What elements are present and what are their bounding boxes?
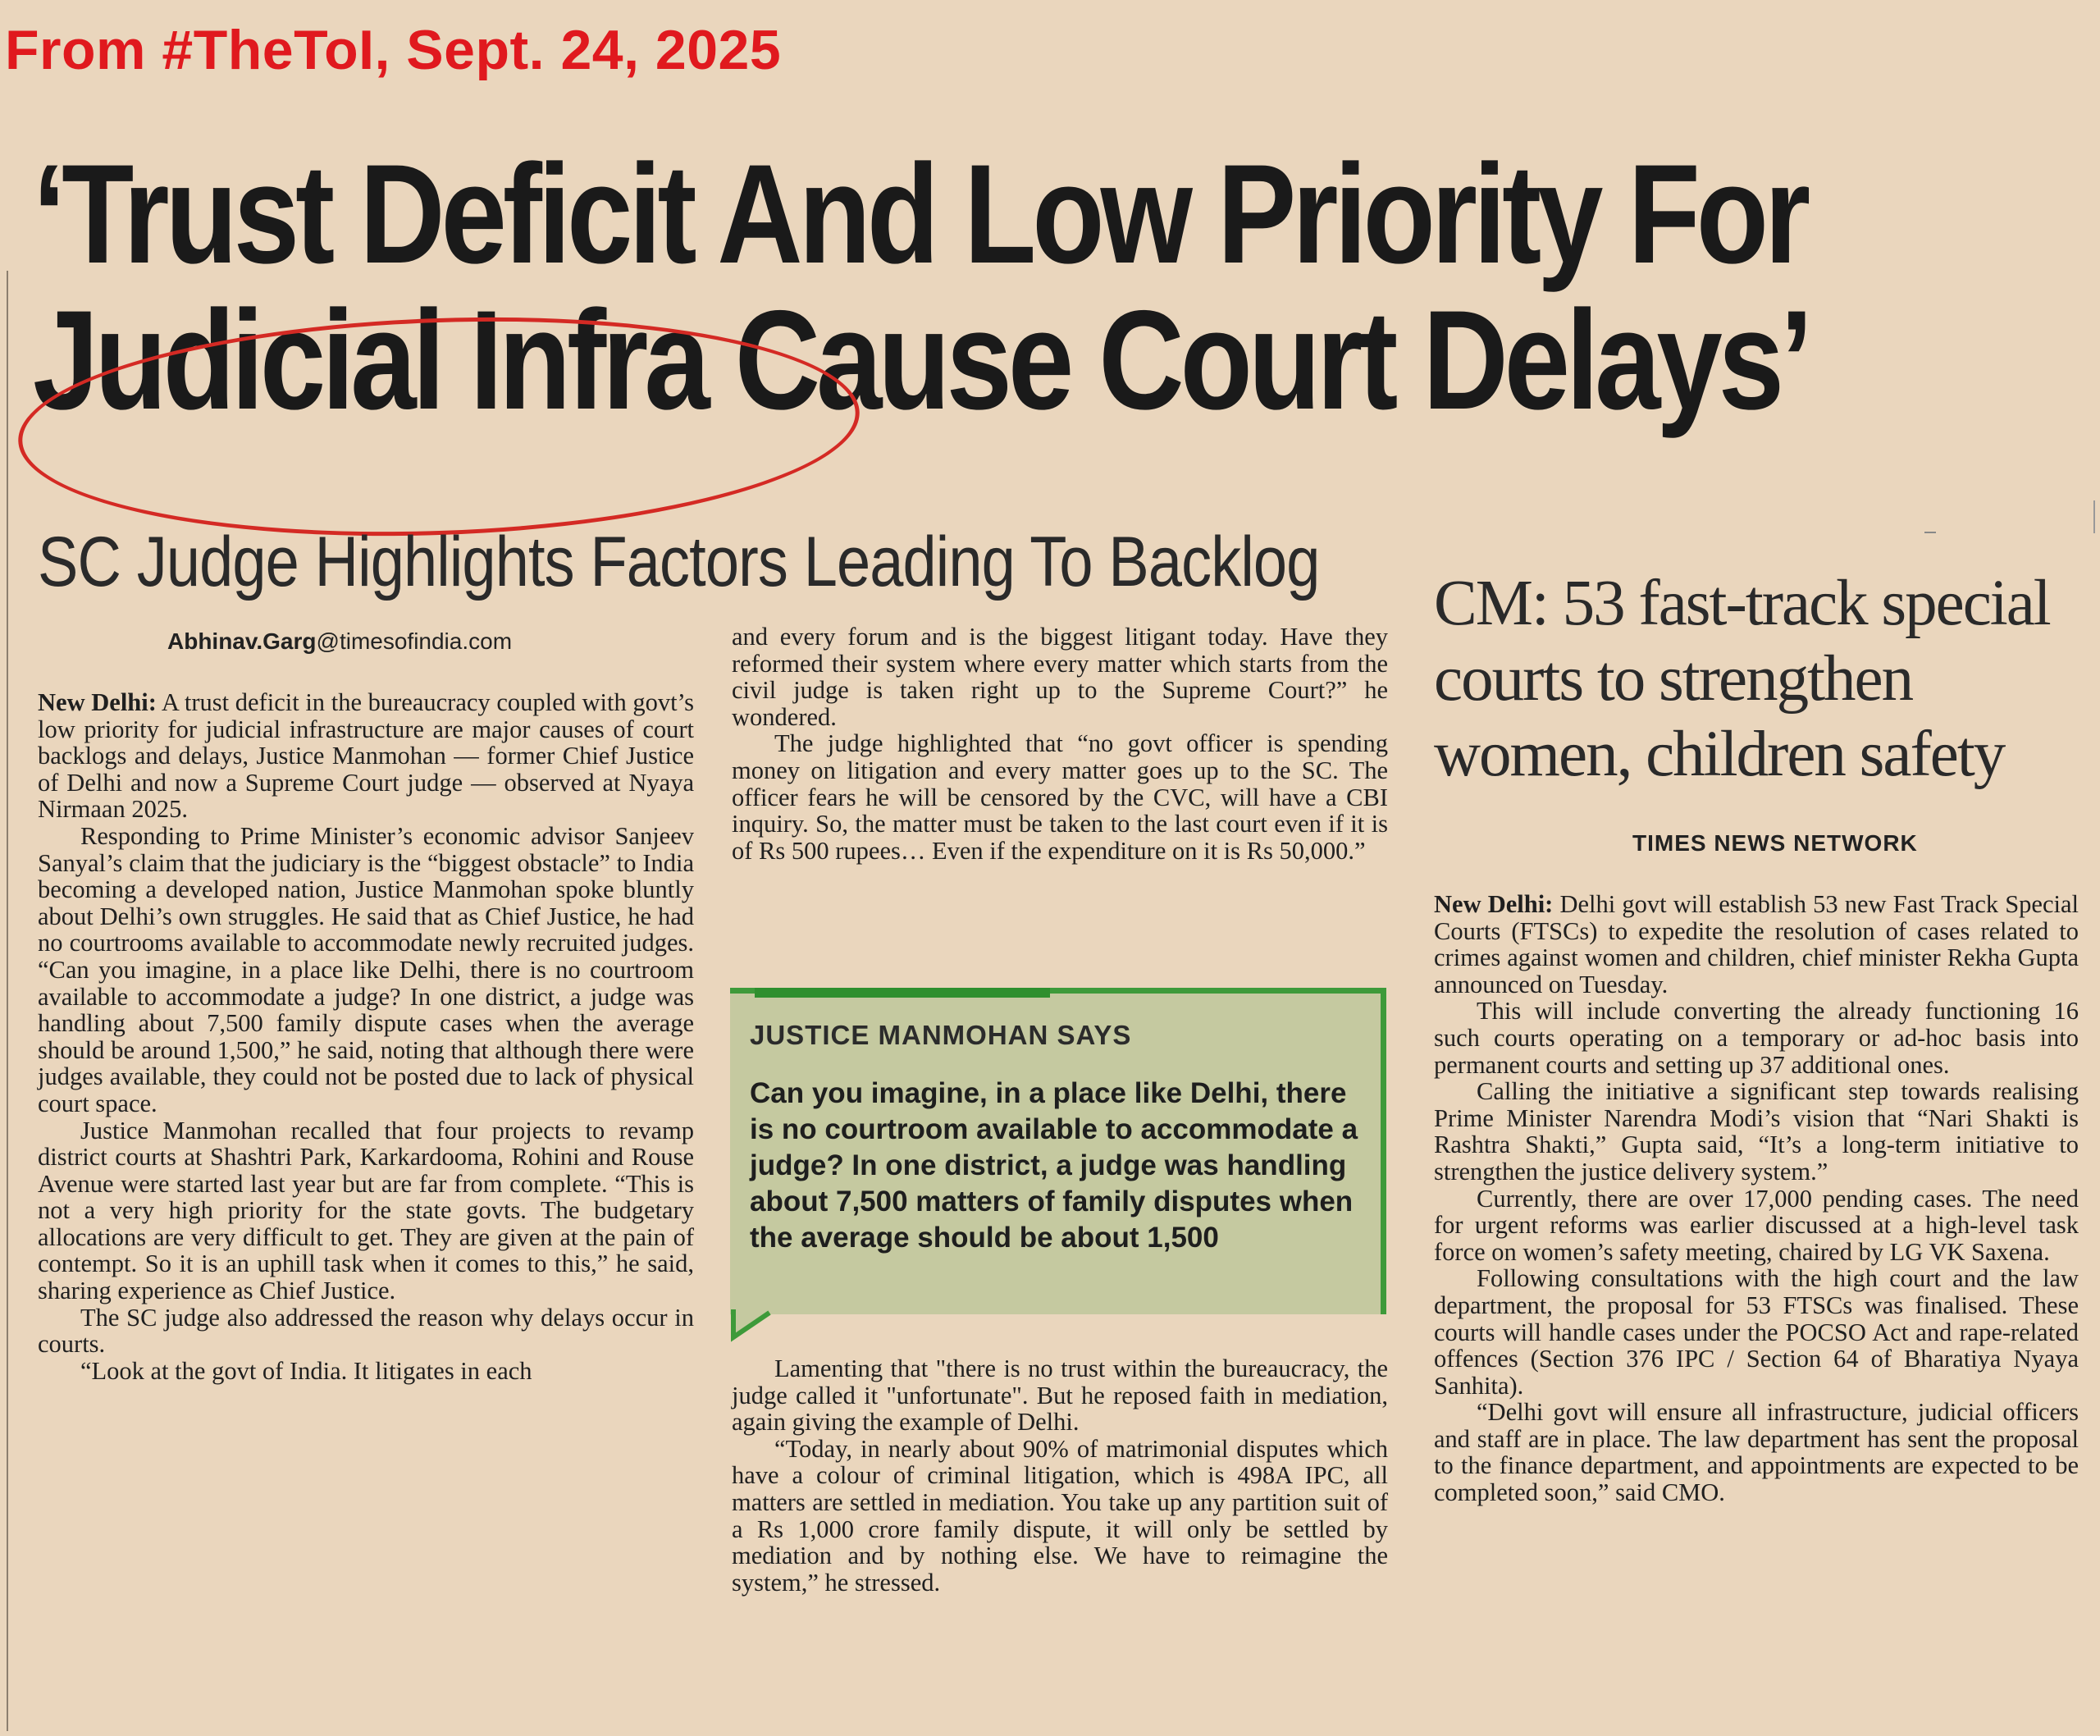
byline-name: Abhinav.Garg: [167, 628, 317, 654]
paragraph: The judge highlighted that “no govt officer is spending money on litigation and every matter goes up to the SC. The officer fears he will be censored by the CVC, will have a CBI inquiry. So, the matter must be taken to the last court even if it is of Rs 500 rupees… Even if the expenditure on it is Rs 50,000.”: [732, 729, 1388, 865]
speech-bubble-tail-icon: [728, 1309, 778, 1342]
column-mark: [2093, 500, 2095, 533]
main-story-column-2-bottom: [732, 1355, 1388, 1596]
pull-quote-box: [730, 988, 1386, 1314]
paragraph: Currently, there are over 17,000 pending cases. The need for urgent reforms was earlier discussed at a high-level task force on women’s safety meeting, chaired by LG VK Saxena.: [1434, 1184, 2079, 1266]
byline: [167, 628, 512, 655]
paragraph: Calling the initiative a significant step towards realising Prime Minister Narendra Modi’s vision that “Nari Shakti is Rashtra Shakti,” Gupta said, “It’s a long-term initiative to strengthen the justice delivery system.”: [1434, 1077, 2079, 1186]
dateline: New Delhi:: [38, 688, 157, 716]
side-headline-line: CM: 53 fast-track special: [1434, 568, 2050, 639]
column-mark: [1924, 532, 1936, 533]
side-headline-line: courts to strengthen: [1434, 643, 1913, 715]
dateline: New Delhi:: [1434, 890, 1554, 918]
paragraph: This will include converting the already functioning 16 such courts operating on a temporary or ad-hoc basis into permanent courts and setting up 37 additional ones.: [1434, 997, 2079, 1079]
pull-quote-text: Can you imagine, in a place like Delhi, there is no courtroom available to accommodate a judge? In one district, a judge was handling about 7,500 matters of family disputes when the average should be about 1,500: [750, 1077, 1358, 1254]
side-headline-line: women, children safety: [1434, 719, 2005, 790]
headline-line-2: Judicial Infra Cause Court Delays’: [33, 281, 1810, 439]
paragraph: Following consultations with the high court and the law department, the proposal for 53 FTSCs was finalised. These courts will handle cases under the POCSO Act and rape-related offences (Section 376 IPC / Section 64 of Bharatiya Nyaya Sanhita).: [1434, 1264, 2079, 1400]
paragraph: New Delhi: Delhi govt will establish 53 new Fast Track Special Courts (FTSCs) to expedite the resolution of cases related to crimes against women and children, chief minister Rekha Gupta announced on Tuesday.: [1434, 890, 2079, 998]
column-rule: [7, 271, 8, 1731]
paragraph: Lamenting that "there is no trust within the bureaucracy, the judge called it "unfortunate". But he reposed faith in mediation, again giving the example of Delhi.: [732, 1355, 1388, 1437]
paragraph: and every forum and is the biggest litigant today. Have they reformed their system where every matter which starts from the civil judge is taken right up to the Supreme Court?” he wondered.: [732, 623, 1388, 731]
paragraph: New Delhi: A trust deficit in the bureaucracy coupled with govt’s low priority for judicial infrastructure are major causes of court backlogs and delays, Justice Manmohan — former Chief Justice of Delhi and now a Supreme Court judge — observed at Nyaya Nirmaan 2025.: [38, 688, 694, 824]
subheadline: SC Judge Highlights Factors Leading To Backlog: [38, 523, 1320, 601]
pull-quote-title: JUSTICE MANMOHAN SAYS: [750, 1020, 1132, 1050]
pull-quote-accent-bar: [755, 988, 1050, 998]
side-story-headline: [1434, 566, 2090, 793]
paragraph: Responding to Prime Minister’s economic advisor Sanjeev Sanyal’s claim that the judiciary is the “biggest obstacle” to India becoming a developed nation, Justice Manmohan spoke bluntly about Delhi’s own struggles. He said that as Chief Justice, he had no courtrooms available to accommodate newly recruited judges. “Can you imagine, in a place like Delhi, there is no courtroom available to accommodate a judge? In one district, a judge was handling about 7,500 family dispute cases when the average should be around 1,500,” he said, noting that although there were judges available, they could not be posted due to lack of physical court space.: [38, 821, 694, 1117]
paragraph: “Today, in nearly about 90% of matrimonial disputes which have a colour of criminal litigation, which is 498A IPC, all matters are settled in mediation. You take up any partition suit of a Rs 1,000 crore family dispute, it will only be settled by mediation and by nothing else. We have to reimagine the system,” he stressed.: [732, 1434, 1388, 1597]
main-story-column-1: [38, 689, 694, 1384]
paragraph: “Delhi govt will ensure all infrastructure, judicial officers and staff are in place. The law department has sent the proposal to the finance department, and appointments are expected to be completed soon,” said CMO.: [1434, 1398, 2079, 1507]
side-story-credit: TIMES NEWS NETWORK: [1632, 830, 1918, 856]
main-story-column-2-top: [732, 624, 1388, 864]
paragraph: Justice Manmohan recalled that four projects to revamp district courts at Shashtri Park, Karkardooma, Rohini and Rouse Avenue were started last year but are far from complete. “This is not a very high priority for the state govts. The budgetary allocations are very difficult to get. They are given at the pain of contempt. So it is an uphill task when it comes to this,” he said, sharing experience as Chief Justice.: [38, 1116, 694, 1305]
paragraph: “Look at the govt of India. It litigates in each: [80, 1356, 532, 1385]
side-story-column: [1434, 891, 2079, 1506]
source-caption: From #TheToI, Sept. 24, 2025: [5, 19, 782, 81]
byline-domain: @timesofindia.com: [316, 628, 513, 654]
headline-line-1: ‘Trust Deficit And Low Priority For: [33, 135, 1807, 293]
paragraph: The SC judge also addressed the reason why delays occur in courts.: [38, 1303, 694, 1359]
